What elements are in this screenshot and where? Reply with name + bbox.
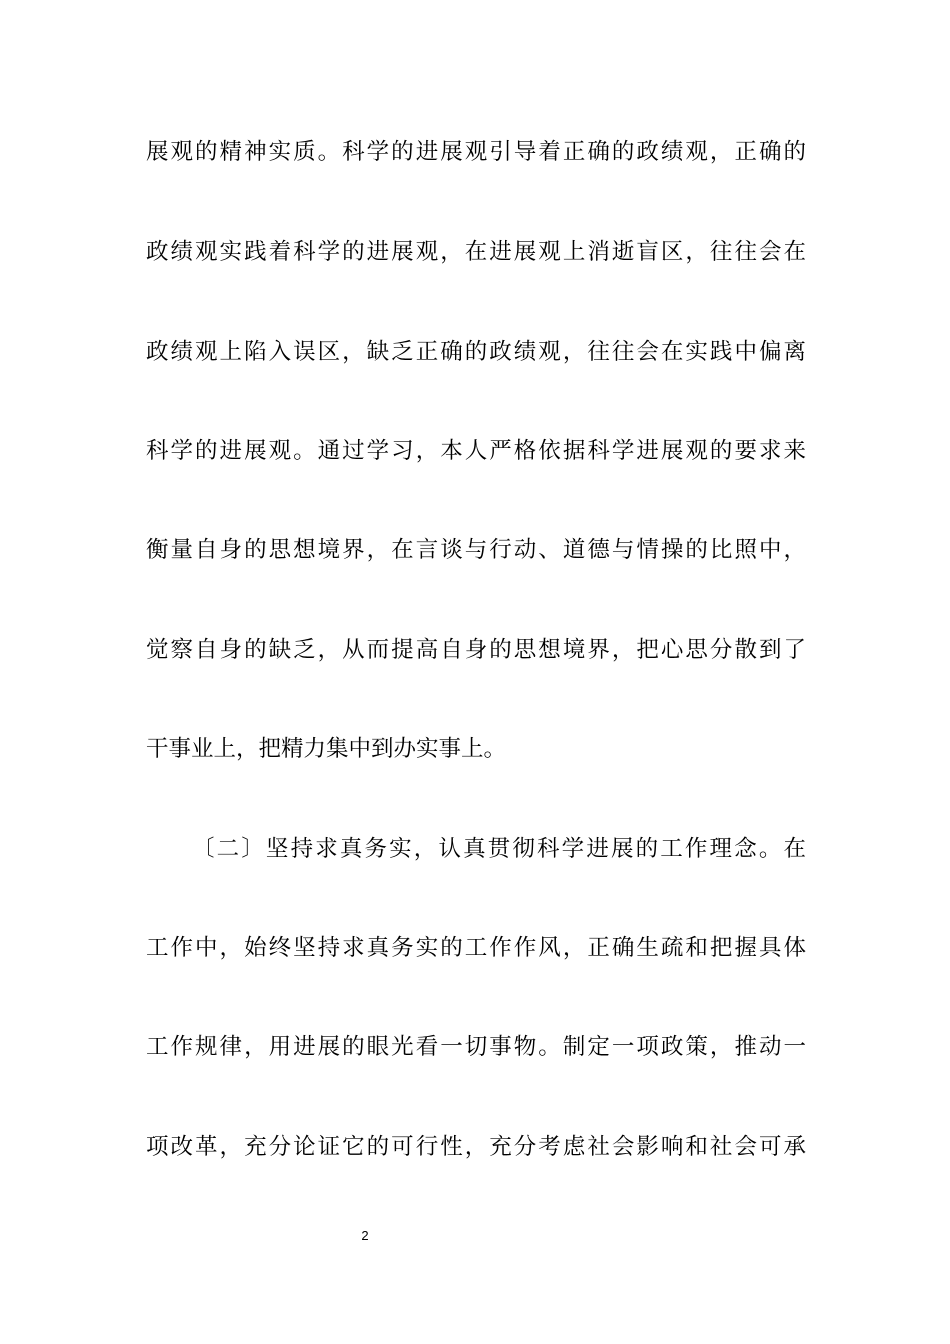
paragraph-start-line: 〔二〕坚持求真务实，认真贯彻科学进展的工作理念。在: [192, 836, 806, 862]
text-line: 政绩观上陷入误区，缺乏正确的政绩观，往往会在实践中偏离: [146, 339, 806, 365]
text-line: 衡量自身的思想境界，在言谈与行动、道德与情操的比照中，: [146, 537, 806, 563]
text-line: 干事业上，把精力集中到办实事上。: [146, 736, 507, 762]
text-line: 工作规律，用进展的眼光看一切事物。制定一项政策，推动一: [146, 1034, 806, 1060]
page-number: 2: [361, 1228, 369, 1243]
text-line: 展观的精神实质。科学的进展观引导着正确的政绩观，正确的: [146, 139, 806, 165]
text-line: 项改革，充分论证它的可行性，充分考虑社会影响和社会可承: [146, 1134, 806, 1160]
text-line: 觉察自身的缺乏，从而提高自身的思想境界，把心思分散到了: [146, 637, 806, 663]
text-line: 科学的进展观。通过学习，本人严格依据科学进展观的要求来: [146, 438, 806, 464]
text-line: 政绩观实践着科学的进展观，在进展观上消逝盲区，往往会在: [146, 239, 806, 265]
text-line: 工作中，始终坚持求真务实的工作作风，正确生疏和把握具体: [146, 935, 806, 961]
